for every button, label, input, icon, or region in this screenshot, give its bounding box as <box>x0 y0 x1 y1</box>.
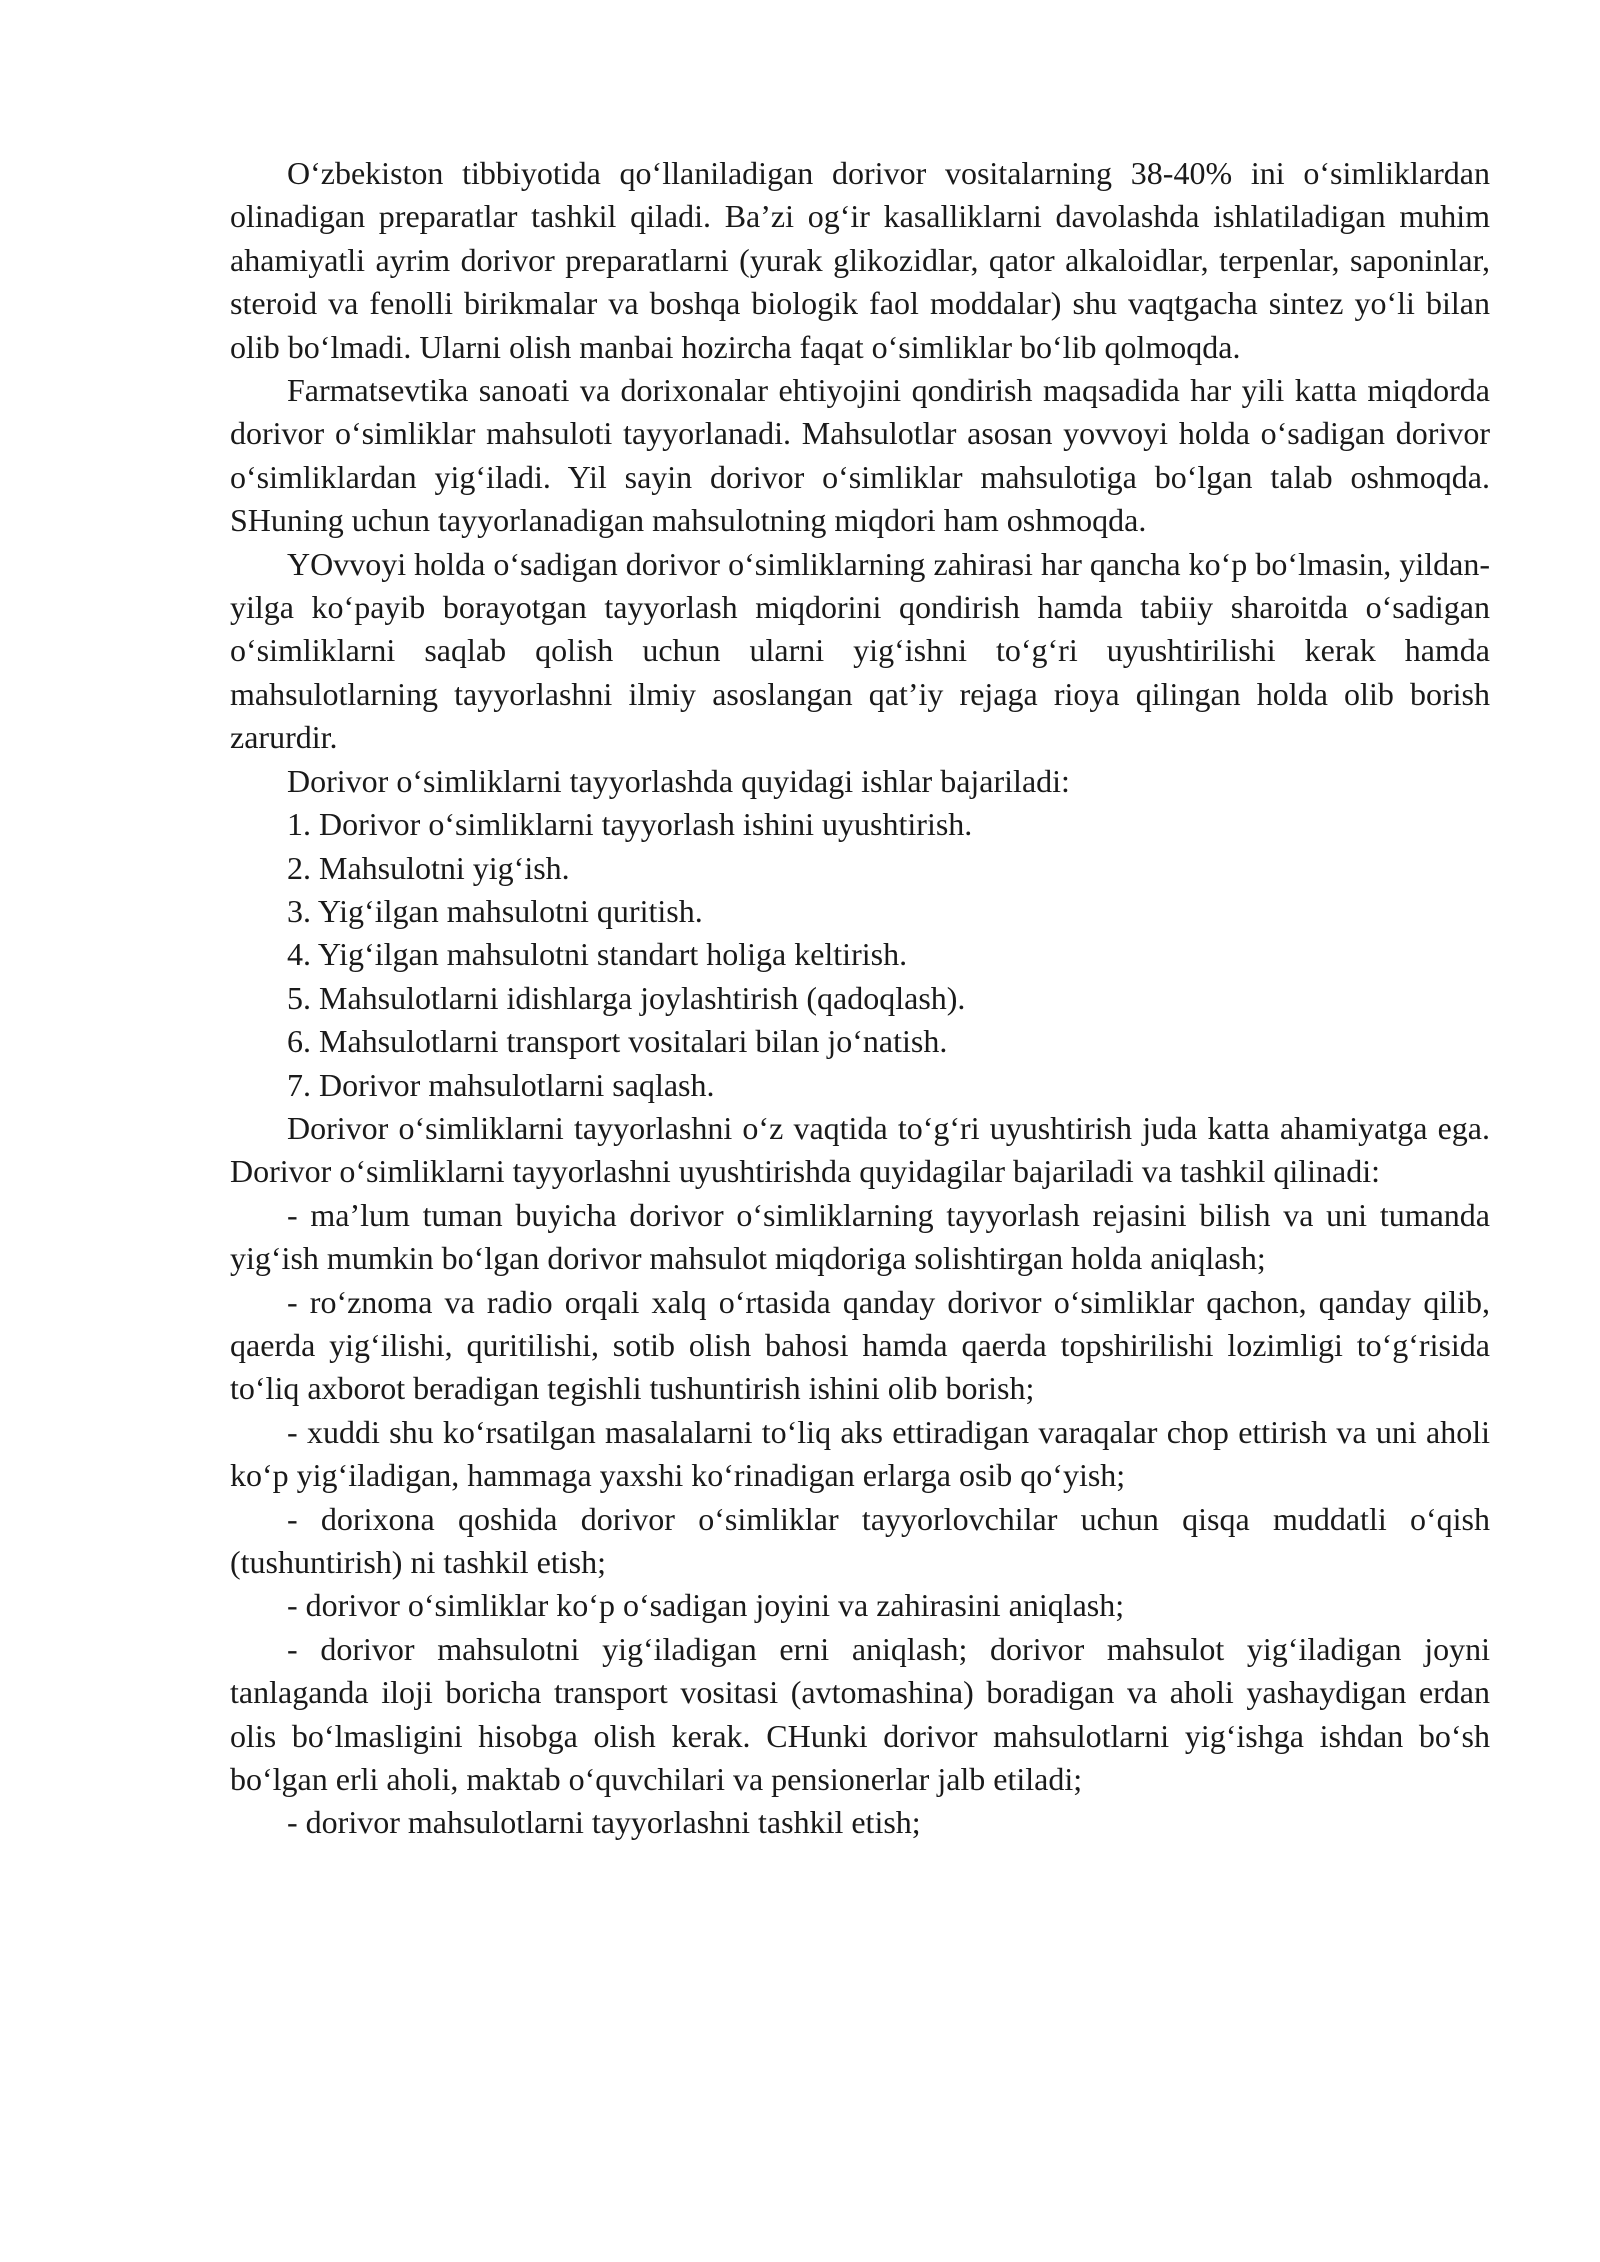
task-item: - ro‘znoma va radio orqali xalq o‘rtasida qanday dorivor o‘simliklar qachon, qanday qilib, qaerda yig‘ilishi, quritilishi, sotib olish bahosi hamda qaerda topshirilishi lozimligi to‘g‘risida to‘liq axborot beradigan tegishli tushuntirish ishini olib borish; <box>230 1283 1490 1407</box>
task-item: - dorivor mahsulotlarni tayyorlashni tashkil etish; <box>287 1804 921 1841</box>
paragraph-reserves: YOvvoyi holda o‘sadigan dorivor o‘simliklarning zahirasi har qancha ko‘p bo‘lmasin, yildan-yilga ko‘payib borayotgan tayyorlash miqdorini qondirish hamda tabiiy sharoitda o‘sadigan o‘simliklarni saqlab qolish uchun ularni yig‘ishni to‘g‘ri uyushtirilishi kerak hamda mahsulotlarning tayyorlashni ilmiy asoslangan qat’iy rejaga rioya qilingan holda olib borish zarurdir. <box>230 545 1490 756</box>
step-item: 5. Mahsulotlarni idishlarga joylashtirish (qadoqlash). <box>287 979 966 1016</box>
paragraph-demand: Farmatsevtika sanoati va dorixonalar ehtiyojini qondirish maqsadida har yili katta miqdorda dorivor o‘simliklar mahsuloti tayyorlanadi. Mahsulotlar asosan yovvoyi holda o‘sadigan dorivor o‘simliklardan yig‘iladi. Yil sayin dorivor o‘simliklar mahsulotiga bo‘lgan talab oshmoqda. SHuning uchun tayyorlanadigan mahsulotning miqdori ham oshmoqda. <box>230 372 1490 539</box>
paragraph-steps-intro: Dorivor o‘simliklarni tayyorlashda quyidagi ishlar bajariladi: <box>287 762 1070 799</box>
paragraph-organization: Dorivor o‘simliklarni tayyorlashni o‘z vaqtida to‘g‘ri uyushtirish juda katta ahamiyatga ega. Dorivor o‘simliklarni tayyorlashni uyushtirishda quyidagilar bajariladi va tashkil qilinadi: <box>230 1109 1490 1190</box>
task-item: - dorixona qoshida dorivor o‘simliklar tayyorlovchilar uchun qisqa muddatli o‘qish (tushuntirish) ni tashkil etish; <box>230 1500 1490 1580</box>
step-item: 2. Mahsulotni yig‘ish. <box>287 849 570 886</box>
paragraph-intro: O‘zbekiston tibbiyotida qo‘llaniladigan dorivor vositalarning 38-40% ini o‘simliklardan olinadigan preparatlar tashkil qiladi. Ba’zi og‘ir kasalliklarni davolashda ishlatiladigan muhim ahamiyatli ayrim dorivor preparatlarni (yurak glikozidlar, qator alkaloidlar, terpenlar, saponinlar, steroid va fenolli birikmalar va boshqa biologik faol moddalar) shu vaqtgacha sintez yo‘li bilan olib bo‘lmadi. Ularni olish manbai hozircha faqat o‘simliklar bo‘lib qolmoqda. <box>230 155 1490 365</box>
step-item: 3. Yig‘ilgan mahsulotni quritish. <box>287 892 703 929</box>
task-item: - xuddi shu ko‘rsatilgan masalalarni to‘liq aks ettiradigan varaqalar chop ettirish va uni aholi ko‘p yig‘iladigan, hammaga yaxshi ko‘rinadigan erlarga osib qo‘yish; <box>230 1413 1490 1494</box>
step-item: 1. Dorivor o‘simliklarni tayyorlash ishini uyushtirish. <box>287 806 973 843</box>
step-item: 4. Yig‘ilgan mahsulotni standart holiga keltirish. <box>287 936 908 973</box>
step-item: 6. Mahsulotlarni transport vositalari bilan jo‘natish. <box>287 1023 948 1060</box>
document-page <box>230 152 1490 1845</box>
task-item: - dorivor mahsulotni yig‘iladigan erni aniqlash; dorivor mahsulot yig‘iladigan joyni tanlaganda iloji boricha transport vositasi (avtomashina) boradigan va aholi yashaydigan erdan olis bo‘lmasligini hisobga olish kerak. CHunki dorivor mahsulotlarni yig‘ishga ishdan bo‘sh bo‘lgan erli aholi, maktab o‘quvchilari va pensionerlar jalb etiladi; <box>230 1630 1490 1798</box>
task-item: - dorivor o‘simliklar ko‘p o‘sadigan joyini va zahirasini aniqlash; <box>287 1587 1125 1624</box>
step-item: 7. Dorivor mahsulotlarni saqlash. <box>287 1066 715 1103</box>
task-item: - ma’lum tuman buyicha dorivor o‘simliklarning tayyorlash rejasini bilish va uni tumanda yig‘ish mumkin bo‘lgan dorivor mahsulot miqdoriga solishtirgan holda aniqlash; <box>230 1196 1490 1277</box>
